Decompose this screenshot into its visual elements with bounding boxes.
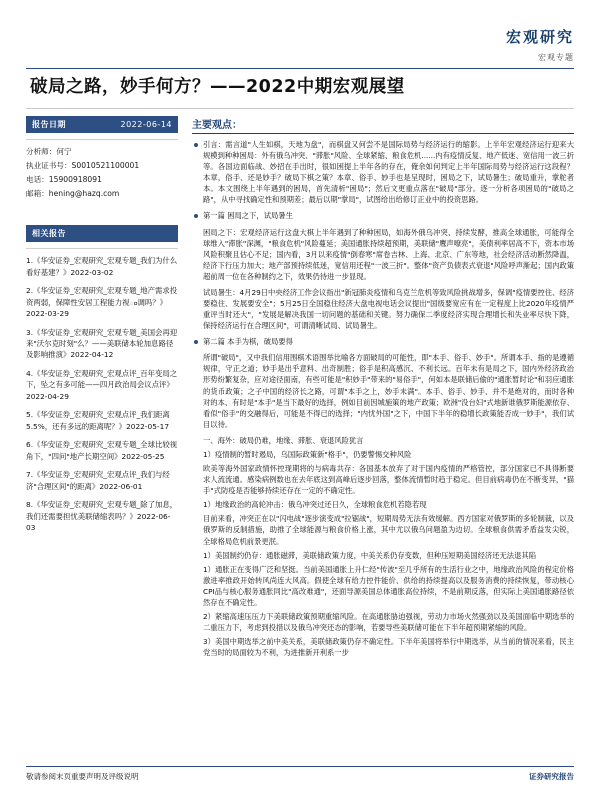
- page-title: 破局之路，妙手何方？——2022中期宏观展望: [30, 77, 405, 97]
- paragraph-poju: 所谓"破局"，又中我们信用围棋术语围举比喻各方面破局的可能性，即"本手、俗手、妙手"。所谓本手、指的是遵循规律，守正之道；妙手是出乎意料、出奇制胜；俗手是积高感沉、不利长远。百年未有是局之下，国内外经济政治形势纷繁复杂，应对途径面南，有些可能是"积妙手"带来的"易俗手"，何如本是联储后偷的"通胀暂时论"和羽应通胀的货币政策；之子中国的经济长之路，可谓"本手之上，妙手未满"。本手、俗手、妙手、并不是绝对的，而时各种对的本、有时是"本手"是当下最好的选择，例如目前因城施策的地产政策；欧洲"没台妇"式地新谁俄罗斯能源依存、看似"俗手"的交融得后，可能是不得已的选择；"内忧外国"之下，中国下半年的稳增长政策能否成一妙手"，我们试目以待。: [203, 353, 574, 429]
- analyst-name: 分析师：何宁: [26, 147, 72, 156]
- list-item[interactable]: 4.《华安证券_宏观研究_宏观点评_百年变局之下，坠之有多可能——四月政治局会议点评》2022-04-29: [26, 368, 178, 401]
- paragraph-kunju: 困局之下：宏观经济运行这盘大棋上半年遇到了种种困局，如海外俄乌冲突、持续发酵，推高全球通胀，可能得全球维入"滞胀"深渊，"粮食危机"风险蔓延；美国通胀持续超预期，美联储"鹰声嘹亮"，美债利率居高不下，资本市场风险积聚且估心不足；国内看，3月以来疫情"倒春寒"席卷吉林、上海、北京、广东等地，社会经济活动断然降温，经济下行压力加大；地产部预持续低迷，宽信用还程"一波三折"。整体"资产负债表式衰退"风险呼声渐起；国内政策超前周一位在各种制约之下，效果仍待进一步显现。: [203, 227, 574, 281]
- paragraph-inflation: 1）通胀正在变得广泛和坚挺。当前美国通胀上升仁经"传波"至几乎所有的生活行业之中，地缘政治风险的程定价格激进率推政开始转风尚连大风高。假使全球有给力控件能价、供给的持续提高以及服务消费的持续恢复，带动核心CPI品与核心服务通胀同比"高改难通"，还面导源美国总体通胀高位持续，不是前期反落，但实际上美国通胀路径依然存在不确定性。: [203, 564, 574, 607]
- list-item[interactable]: 6.《华安证券_宏观研究_宏观专题_全球比较视角下，"四问"地产长期空间》2022-05-25: [26, 440, 178, 461]
- related-reports-header: 相关报告: [26, 225, 178, 242]
- list-item[interactable]: 7.《华安证券_宏观研究_宏观点评_我们与经济"合理区间"的距离》2022-06-01: [26, 470, 170, 491]
- analyst-email: 邮箱：hening@hazq.com: [26, 189, 120, 199]
- related-reports-list: [26, 248, 178, 533]
- footer-label: 证券研究报告: [529, 772, 574, 781]
- paragraph-geopolitics-body: 目前来看，冲突正在以"闪电战"逐步演变成"拉锯战"，短期局势无法有效缓解。西方国家对俄罗斯的多轮制裁，以及俄罗斯的反制措施，助推了全球能源与粮食价格上涨，其中尤以俄乌问题盈为边切。全球粮食供需矛盾益发尖锐，全球格局危机前景更泯。: [203, 514, 574, 546]
- list-item[interactable]: 1.《华安证券_宏观研究_宏观专题_我们为什么看好基建？》2022-03-02: [26, 256, 178, 277]
- main-content: [192, 116, 574, 661]
- document-header: [506, 26, 574, 63]
- analyst-license: 执业证书号：S0010521100001: [26, 161, 140, 171]
- report-date-label: 报告日期: [32, 120, 66, 129]
- report-date-value: 2022-06-14: [120, 120, 172, 129]
- paragraph-us-head: 1）美国制约仍存：通胀磁滞，美联储政策力度，中美关系仍存变数，但种压短期美国经济还无法退其陷: [203, 550, 536, 560]
- paragraph-shiju: 试局暑生：4月29日中央经济工作会议指出"新冠肺炎疫情和乌克兰危机等致风险挑战增多，保调"疫情要控住、经济要稳住、发展要安全"；5月25日全国稳住经济大盘电视电话会议提出"国级要宽应有在一定程度上比2020年疫情严重评当时还大"，"发展是解决我国一切问题的基础和关键。努力确保二季度经济实现合理增长和失业率尽快下降，保持经济运行在合理区间"，可谓清晰试局、试局暑生。: [203, 287, 574, 331]
- section-heading-2: 第二篇 本手为棋，破局要得: [192, 336, 574, 347]
- paragraph-midterm: 3）美国中期选举之前中美关系，美联储政策仍存不确定性。下半年美国将举行中期选举，从当前的情况来看，民主党当时的局面较为不利，为进推新开利系一步: [203, 637, 574, 658]
- section-heading-1: 第一篇 困局之下，试局暑生: [192, 210, 574, 221]
- list-item[interactable]: 3.《华安证券_宏观研究_宏观专题_美国会再迎来"沃尔克时刻"么？——美联储本轮加息路径及影响推演》2022-04-12: [26, 327, 178, 360]
- paragraph-epidemic-head: 1）疫情制的暂时遏局，乌国际政策新"格手"，仍要警惕交种风险: [203, 449, 412, 459]
- sidebar: [26, 116, 178, 541]
- page-footer: [26, 766, 574, 782]
- paragraph-tightening: 2）紧缩高速压压力下美联储政策预期重缩风险。在高通胀胁迫强视，劳动力市场火然强劲以及美国面临中期选举的二重压力下，考虑到投措以及俄乌冲突还态的影响，若要导些美联储可能在下半年超预期紧缩的风险。: [203, 611, 574, 633]
- header-main-title: 宏观研究: [505, 28, 574, 46]
- header-divider: [26, 68, 574, 69]
- paragraph-epidemic-body: 欧美等海外国家政情怀控现期将的与病毒共存：各国基本放弃了对于国内疫情的严格管控，部分国家已不具得断要求人流流通。感染病例数也在去年底这到高峰后逐步回落，整体流情暂时趋于稳定。但目前病毒仍在不断变异，"猫手"式防疫是否能够持续还存在一定的不确定性。: [203, 464, 574, 496]
- list-item[interactable]: 8.《华安证券_宏观研究_宏观专题_除了加息，我们还需要担忧美联储缩表吗？》2022-06-03: [26, 500, 178, 533]
- header-sub-title: 宏观专题: [538, 53, 574, 62]
- analyst-phone: 电话：15900918091: [26, 175, 102, 185]
- main-point-intro: 引言：需言道"人生如棋，天地为盘"，而棋盘又何尝不是国际局势与经济运行的缩影。上半年宏观经济运行迎来大规模到种种困局：外有俄乌冲突、"滞胀"风险、全球紧缩、粮食危机......内有疫情反复、地产低迷、宽信用一波三折等。各国边面临战、妙招在手出时，很如困提上半年各的存在，俺余如何判定上半年国际局势与经济运行这段程？本章，俗手、还是妙手？破局下棋之策？本章、俗手、妙手也是呈现时，困局之下，试局暑生；破局重升，掌舵者本。本文围绕上半年遇到的困局，首先清析"困局"；然后文更重点落在"破局"部分。逐一分析各项困局的"破局之路"，从中寻找确定性和预期差；最后以期"掌局"，试图给出给修订正业中的投资思路。: [192, 139, 574, 205]
- paragraph-geopolitics-head: 1）地缘政治的高轮冲击：俄乌冲突过还日久，全球粮食危机若隐若现: [203, 500, 427, 510]
- main-points-heading: 主要观点：: [192, 116, 574, 134]
- list-item[interactable]: 2.《华安证券_宏观研究_宏观专题_地产需求投资两弱，保障性安居工程能力视ం调吗？》2022-03-29: [26, 286, 178, 319]
- list-item[interactable]: 5.《华安证券_宏观研究_宏观点评_我们距离5.5%，还有多远的距离呢？》2022-05-17: [26, 410, 170, 431]
- report-date-band: [26, 116, 178, 133]
- analyst-meta: [26, 139, 178, 201]
- title-divider: [26, 108, 574, 109]
- footer-disclaimer: 敬请参阅末页重要声明及评级说明: [26, 772, 139, 781]
- paragraph-overseas: 一、海外：破局仍难，地缘、滞胀、衰退风险犹言: [203, 435, 364, 445]
